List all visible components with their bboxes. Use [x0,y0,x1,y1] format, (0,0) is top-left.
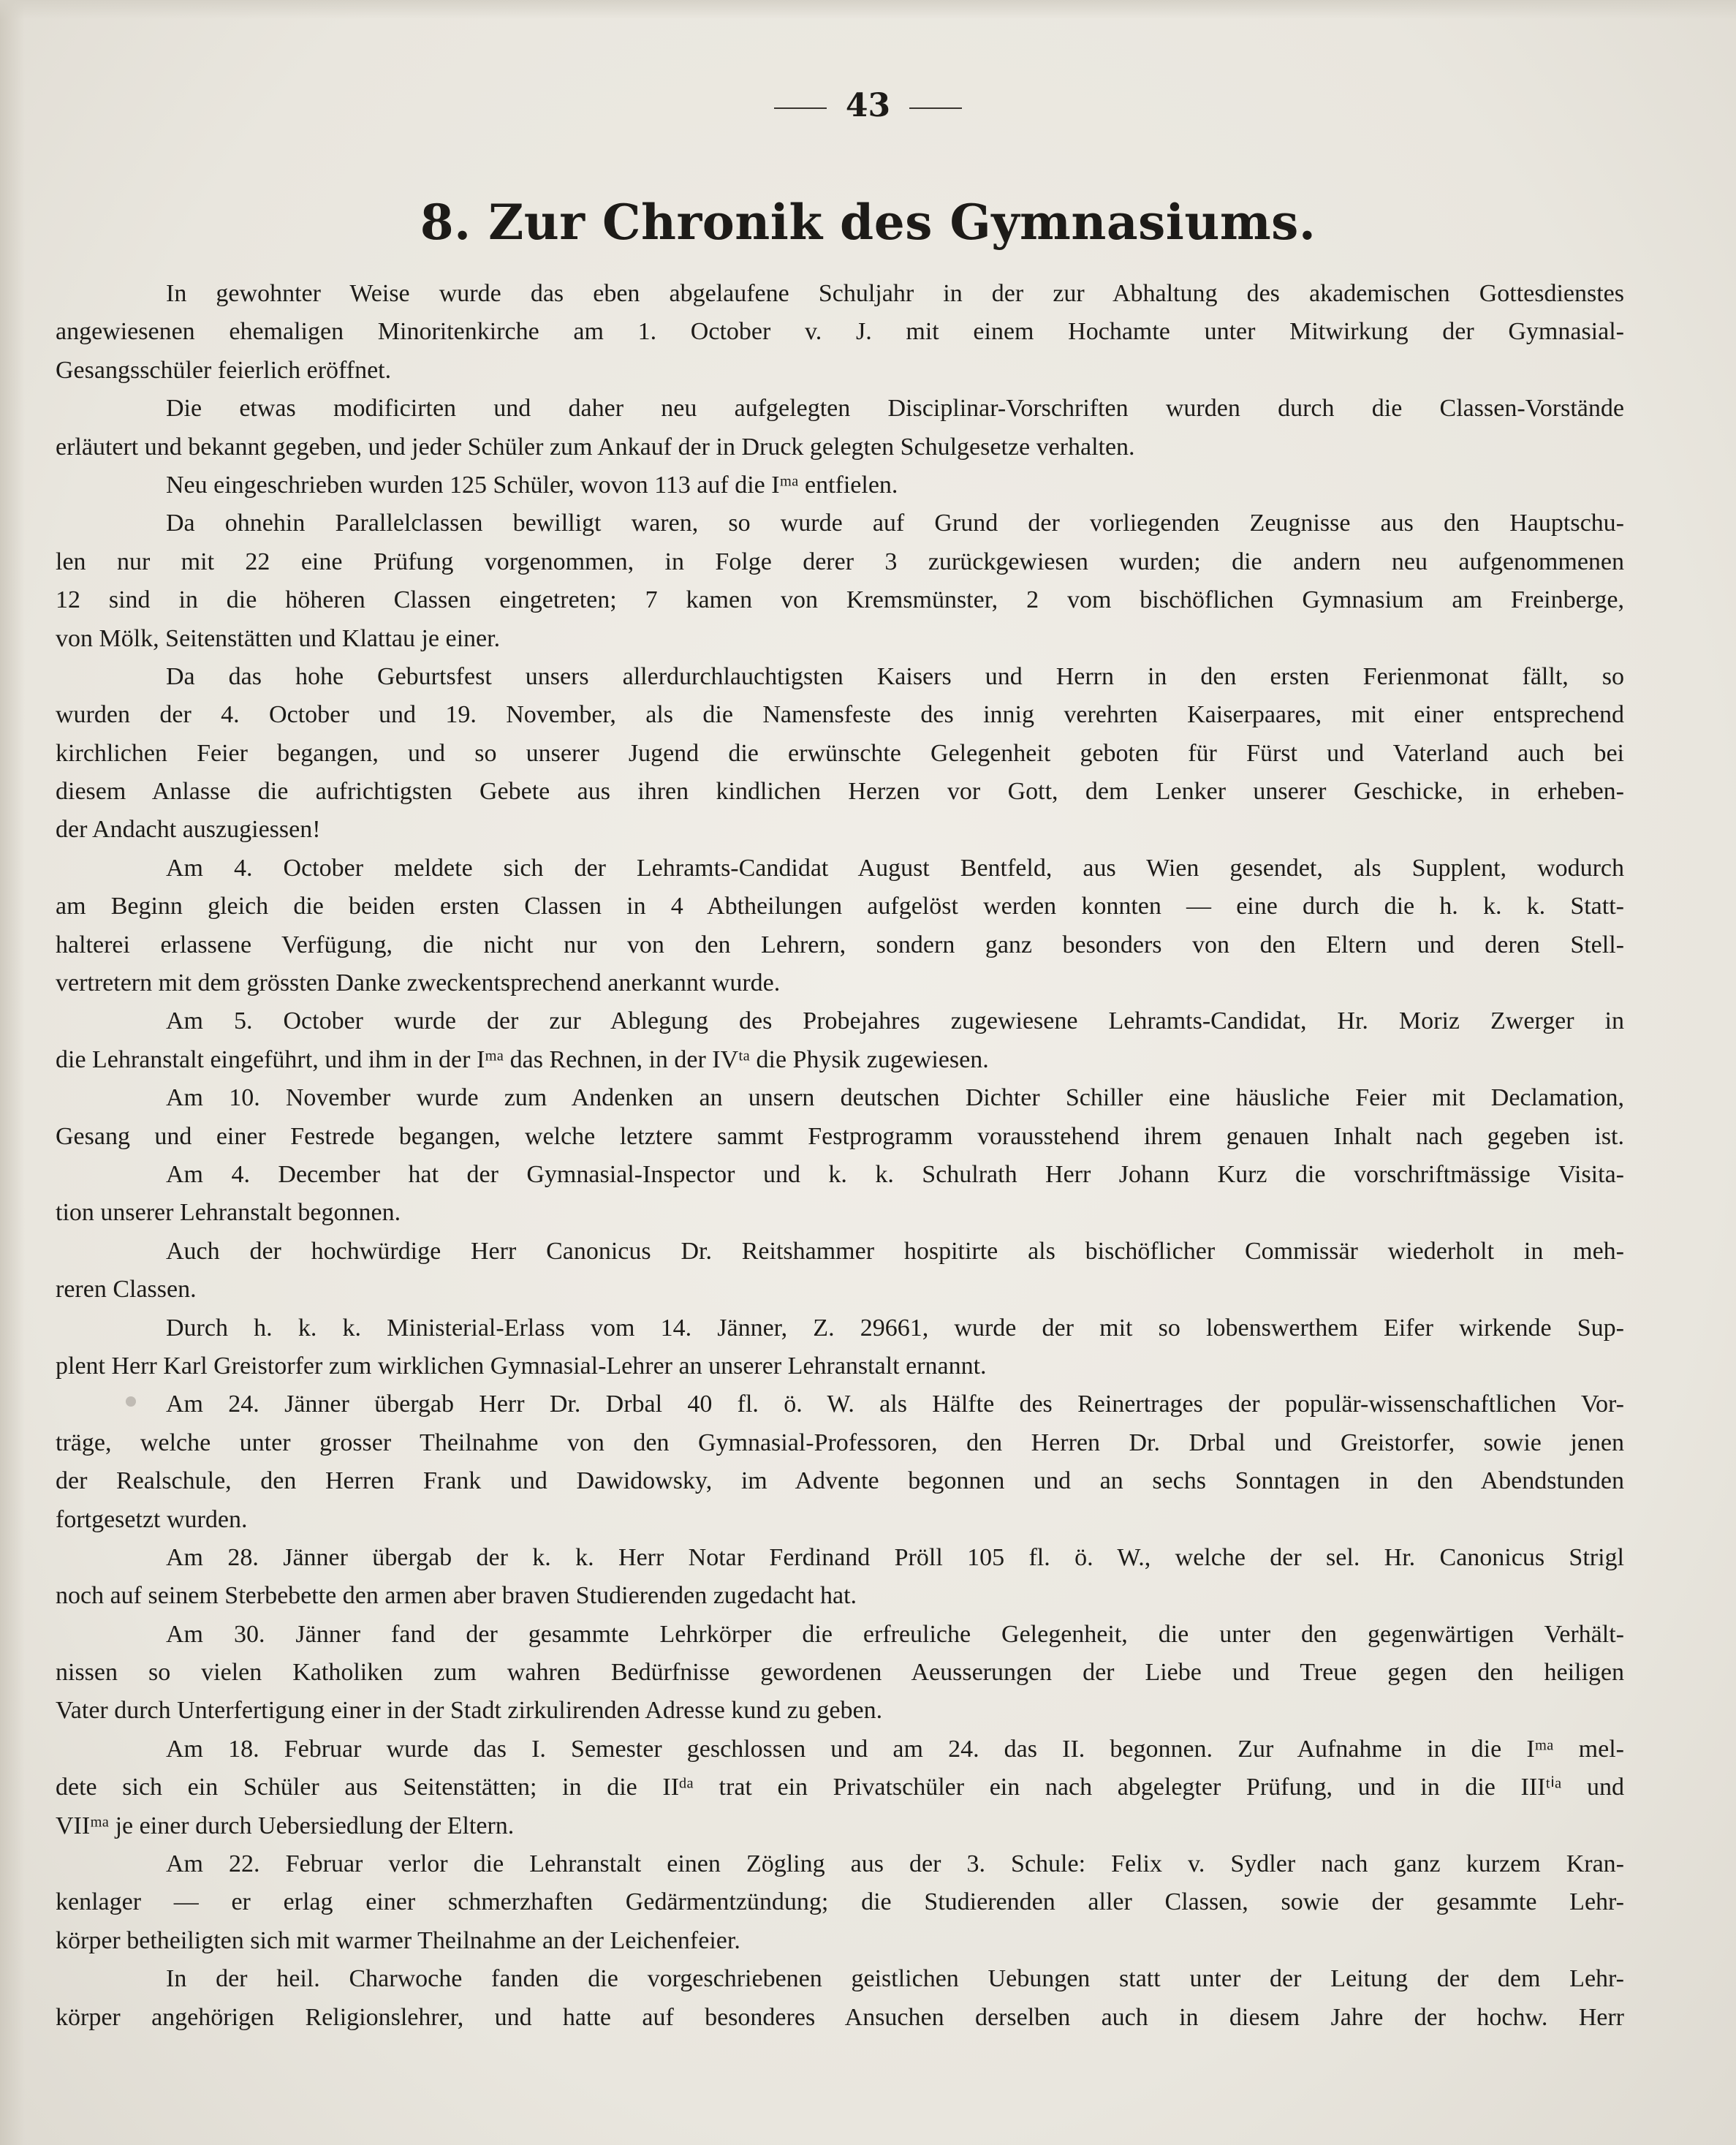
text-line: In gewohnter Weise wurde das eben abgelaufene Schuljahr in der zur Abhaltung des akademischen Gottesdienstes [166,280,1624,307]
section-title: 8. Zur Chronik des Gymnasiums. [420,194,1316,251]
text-line: von Mölk, Seitenstätten und Klattau je einer. [56,624,501,652]
text-line: Am 4. October meldete sich der Lehramts-Candidat August Bentfeld, aus Wien gesendet, als Supplent, wodurch [166,854,1624,882]
text-line: angewiesenen ehemaligen Minoritenkirche am 1. October v. J. mit einem Hochamte unter Mitwirkung der Gymnasial- [56,318,1624,346]
text-line: die Lehranstalt eingeführt, und ihm in der Iᵐᵃ das Rechnen, in der IVᵗᵃ die Physik zugewiesen. [56,1045,989,1073]
text-line: träge, welche unter grosser Theilnahme von den Gymnasial-Professoren, den Herren Dr. Drbal und Greistorfer, sowie jenen [56,1429,1624,1456]
text-line: Am 5. October wurde der zur Ablegung des Probejahres zugewiesene Lehramts-Candidat, Hr. Moriz Zwerger in [166,1007,1624,1035]
text-line: wurden der 4. October und 19. November, als die Namensfeste des innig verehrten Kaiserpaares, mit einer entsprechend [56,701,1624,729]
page-number-dash-left [774,107,827,109]
text-line: Die etwas modificirten und daher neu aufgelegten Disciplinar-Vorschriften wurden durch die Classen-Vorstände [166,395,1624,423]
text-line: vertretern mit dem grössten Danke zweckentsprechend anerkannt wurde. [56,969,781,997]
text-line: noch auf seinem Sterbebette den armen aber braven Studierenden zugedacht hat. [56,1582,857,1610]
text-line: der Realschule, den Herren Frank und Dawidowsky, im Advente begonnen und an sechs Sonntagen in den Abendstunden [56,1467,1624,1495]
text-line: kirchlichen Feier begangen, und so unserer Jugend die erwünschte Gelegenheit geboten für Fürst und Vaterland auch bei [56,739,1624,767]
chronicle-body [56,275,1624,2037]
print-blemish [126,1396,136,1407]
text-line: körper angehörigen Religionslehrer, und hatte auf besonderes Ansuchen derselben auch in diesem Jahre der hochw. Herr [56,2003,1624,2031]
text-line: körper betheiligten sich mit warmer Theilnahme an der Leichenfeier. [56,1926,740,1954]
text-line: Am 24. Jänner übergab Herr Dr. Drbal 40 fl. ö. W. als Hälfte des Reinertrages der populär-wissenschaftlichen Vor- [166,1391,1624,1418]
text-line: fortgesetzt wurden. [56,1505,248,1533]
text-line: Am 4. December hat der Gymnasial-Inspector und k. k. Schulrath Herr Johann Kurz die vorschriftmässige Visita- [166,1160,1624,1188]
text-line: diesem Anlasse die aufrichtigsten Gebete aus ihren kindlichen Herzen vor Gott, dem Lenker unserer Geschicke, in erheben- [56,778,1624,806]
text-line: Am 28. Jänner übergab der k. k. Herr Notar Ferdinand Pröll 105 fl. ö. W., welche der sel. Hr. Canonicus Strigl [166,1543,1624,1571]
page-number [0,84,1736,128]
text-line: dete sich ein Schüler aus Seitenstätten; in die IIᵈᵃ trat ein Privatschüler ein nach abgelegter Prüfung, und in die IIIᵗⁱᵃ und [56,1774,1624,1801]
text-line: am Beginn gleich die beiden ersten Classen in 4 Abtheilungen aufgelöst werden konnten — eine durch die h. k. k. Statt- [56,893,1624,920]
text-line: kenlager — er erlag einer schmerzhaften Gedärmentzündung; die Studierenden aller Classen, sowie der gesammte Lehr- [56,1888,1624,1916]
text-line: Neu eingeschrieben wurden 125 Schüler, wovon 113 auf die Iᵐᵃ entfielen. [166,471,898,499]
text-line: Vater durch Unterfertigung einer in der Stadt zirkulirenden Adresse kund zu geben. [56,1697,883,1725]
text-line: Am 18. Februar wurde das I. Semester geschlossen und am 24. das II. begonnen. Zur Aufnahme in die Iᵐᵃ mel- [166,1735,1624,1763]
text-line: halterei erlassene Verfügung, die nicht nur von den Lehrern, sondern ganz besonders von den Eltern und deren Stell- [56,931,1624,958]
page-number-value: 43 [845,87,891,124]
page-number-dash-right [909,107,962,109]
text-line: Am 22. Februar verlor die Lehranstalt einen Zögling aus der 3. Schule: Felix v. Sydler nach ganz kurzem Kran- [166,1850,1624,1878]
text-line: nissen so vielen Katholiken zum wahren Bedürfnisse gewordenen Aeusserungen der Liebe und Treue gegen den heiligen [56,1659,1624,1687]
text-line: Durch h. k. k. Ministerial-Erlass vom 14. Jänner, Z. 29661, wurde der mit so lobenswerthem Eifer wirkende Sup- [166,1314,1624,1342]
text-line: Am 10. November wurde zum Andenken an unsern deutschen Dichter Schiller eine häusliche Feier mit Declamation, [166,1084,1624,1112]
text-line: der Andacht auszugiessen! [56,816,321,844]
text-line: plent Herr Karl Greistorfer zum wirklichen Gymnasial-Lehrer an unserer Lehranstalt ernannt. [56,1352,987,1380]
text-line: Gesangsschüler feierlich eröffnet. [56,356,392,384]
text-line: tion unserer Lehranstalt begonnen. [56,1199,401,1227]
page-edge-shadow-top [0,0,1736,19]
text-line: 12 sind in die höheren Classen eingetreten; 7 kamen von Kremsmünster, 2 vom bischöflichen Gymnasium am Freinberge, [56,586,1624,614]
page-edge-shadow-left [0,0,25,2145]
text-line: len nur mit 22 eine Prüfung vorgenommen, in Folge derer 3 zurückgewiesen wurden; die andern neu aufgenommenen [56,548,1624,575]
text-line: Am 30. Jänner fand der gesammte Lehrkörper die erfreuliche Gelegenheit, die unter den gegenwärtigen Verhält- [166,1620,1624,1648]
text-line: Da ohnehin Parallelclassen bewilligt waren, so wurde auf Grund der vorliegenden Zeugnisse aus den Hauptschu- [166,510,1624,537]
text-line: In der heil. Charwoche fanden die vorgeschriebenen geistlichen Uebungen statt unter der Leitung der dem Lehr- [166,1965,1624,1993]
text-line: reren Classen. [56,1276,197,1304]
text-line: Gesang und einer Festrede begangen, welche letztere sammt Festprogramm vorausstehend ihrem genauen Inhalt nach gegeben ist. [56,1122,1624,1150]
text-line: Auch der hochwürdige Herr Canonicus Dr. Reitshammer hospitirte als bischöflicher Commissär wiederholt in meh- [166,1237,1624,1265]
text-line: VIIᵐᵃ je einer durch Uebersiedlung der Eltern. [56,1812,515,1839]
text-line: Da das hohe Geburtsfest unsers allerdurchlauchtigsten Kaisers und Herrn in den ersten Ferienmonat fällt, so [166,662,1624,690]
text-line: erläutert und bekannt gegeben, und jeder Schüler zum Ankauf der in Druck gelegten Schulgesetze verhalten. [56,433,1135,461]
